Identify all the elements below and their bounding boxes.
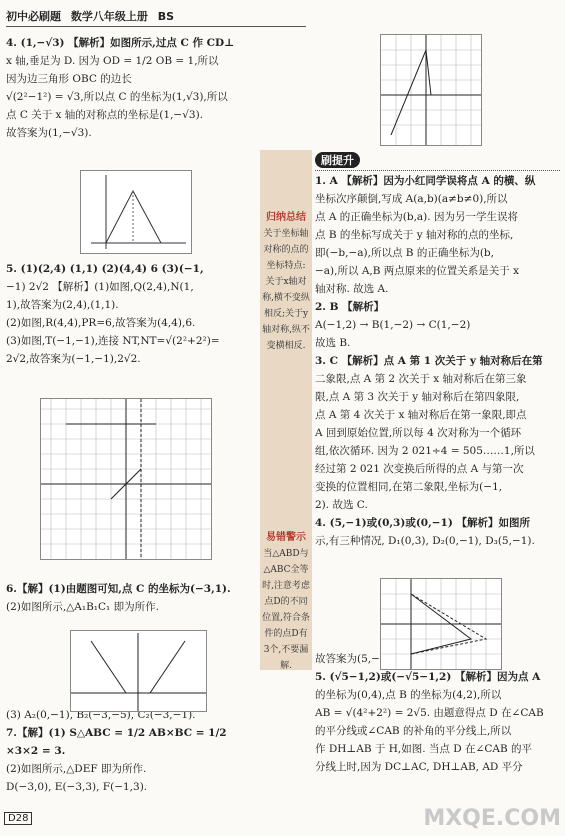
grid-figure-q5 bbox=[40, 398, 212, 560]
answer-line: 2√2,故答案为(−1,−1),2√2. bbox=[6, 353, 141, 365]
answer-line: 4. (5,−1)或(0,3)或(0,−1) 【解析】如图所 bbox=[315, 517, 530, 529]
answer-line: A 回到原始位置,所以每 4 次对称为一个循环 bbox=[315, 427, 522, 439]
grid-figure-q4 bbox=[380, 34, 482, 146]
answer-line: (2)如图,R(4,4),PR=6,故答案为(4,4),6. bbox=[6, 317, 196, 329]
section-title bbox=[315, 152, 560, 171]
answer-line: 点 B 的坐标写成关于 y 轴对称的点的坐标, bbox=[315, 229, 514, 241]
answer-line: 4. (1,−√3) 【解析】如图所示,过点 C 作 CD⊥ bbox=[6, 37, 235, 49]
answer-line: −1) 2√2 【解析】(1)如图,Q(2,4),N(1, bbox=[6, 281, 194, 293]
answer-line: A(−1,2) → B(1,−2) → C(1,−2) bbox=[315, 319, 471, 331]
right-column bbox=[315, 172, 560, 776]
answer-line: 即(−b,−a),所以点 B 的正确坐标为(b, bbox=[315, 247, 494, 259]
answer-line: (2)如图所示,△A₁B₁C₁ 即为所作. bbox=[6, 601, 159, 613]
answer-line: 点 C 关于 x 轴的对称点的坐标是(1,−√3). bbox=[6, 109, 204, 121]
answer-line: 的平分线或∠CAB 的补角的平分线上,所以 bbox=[315, 725, 512, 737]
page-number: D28 bbox=[4, 812, 32, 825]
answer-line: 因为边三角形 OBC 的边长 bbox=[6, 73, 132, 85]
book-title: 初中必刷题 bbox=[6, 10, 61, 23]
answer-line: AB = √(4²+2²) = 2√5. 由题意得点 D 在∠CAB bbox=[315, 707, 544, 719]
answer-line: 点 A 的正确坐标为(b,a). 因为另一学生误将 bbox=[315, 211, 518, 223]
answer-line: 经过第 2 021 次变换后所得的点 A 与第一次 bbox=[315, 463, 524, 475]
answer-line: 二象限,点 A 第 2 次关于 x 轴对称后在第三象 bbox=[315, 373, 527, 385]
side-note-text: 关于坐标轴对称的点的坐标特点:关于x轴对称,横不变纵相反;关于y轴对称,纵不变横相反. bbox=[262, 229, 310, 351]
answer-line: √(2²−1²) = √3,所以点 C 的坐标为(1,√3),所以 bbox=[6, 91, 228, 103]
side-note-summary bbox=[262, 210, 310, 354]
answer-line: 示,有三种情况, D₁(0,3), D₂(0,−1), D₃(5,−1). bbox=[315, 535, 535, 547]
answer-line: 1),故答案为(2,4),(1,1). bbox=[6, 299, 119, 311]
side-note-warning bbox=[262, 530, 310, 674]
answer-line: 故答案为(5,−1)或(0,3)或(0,−1). bbox=[315, 653, 474, 665]
answer-line: 坐标次序颠倒,写成 A(a,b)(a≠b≠0),所以 bbox=[315, 193, 508, 205]
answer-line: 故答案为(1,−√3). bbox=[6, 127, 92, 139]
answer-line: 1. A 【解析】因为小红同学误将点 A 的横、纵 bbox=[315, 175, 536, 187]
side-note-text: 当△ABD与△ABC全等时,注意考虑点D的不同位置,符合条件的点D有3个,不要漏解. bbox=[262, 549, 310, 671]
answer-line: x 轴,垂足为 D. 因为 OD = 1/2 OB = 1,所以 bbox=[6, 55, 219, 67]
side-note-title: 归纳总结 bbox=[266, 212, 306, 223]
page-header bbox=[6, 8, 180, 24]
side-note-title: 易错警示 bbox=[266, 532, 306, 543]
answer-line: 3. C 【解析】点 A 第 1 次关于 y 轴对称后在第 bbox=[315, 355, 543, 367]
answer-line: 限,点 A 第 3 次关于 y 轴对称后在第四象限, bbox=[315, 391, 520, 403]
edition-label: BS bbox=[157, 10, 174, 23]
grid-figure-q6 bbox=[70, 630, 207, 712]
answer-line: 轴对称. 故选 A. bbox=[315, 283, 389, 295]
answer-line: D(−3,0), E(−3,3), F(−1,3). bbox=[6, 781, 148, 793]
answer-line: (3)如图,T(−1,−1),连接 NT,NT=√(2²+2²)= bbox=[6, 335, 220, 347]
watermark-text: MXQE.COM bbox=[423, 806, 561, 831]
answer-line: 故选 B. bbox=[315, 337, 351, 349]
subject-title: 数学八年级上册 bbox=[70, 10, 148, 23]
header-rule bbox=[6, 26, 306, 27]
answer-line: 7.【解】(1) S△ABC = 1/2 AB×BC = 1/2 ×3×2 = 3. bbox=[6, 727, 227, 757]
answer-line: (2)如图所示,△DEF 即为所作. bbox=[6, 763, 147, 775]
answer-line: 6.【解】(1)由题图可知,点 C 的坐标为(−3,1). bbox=[6, 583, 231, 595]
answer-line: 作 DH⊥AB 于 H,如图. 当点 D 在∠CAB 的平 bbox=[315, 743, 532, 755]
answer-line: 变换的位置相同,在第二象限,坐标为(−1, bbox=[315, 481, 503, 493]
answer-line: 点 A 第 4 次关于 x 轴对称后在第一象限,即点 bbox=[315, 409, 527, 421]
answer-line: 的坐标为(0,4),点 B 的坐标为(4,2),所以 bbox=[315, 689, 502, 701]
answer-line: 组,依次循环. 因为 2 021÷4 = 505……1,所以 bbox=[315, 445, 535, 457]
answer-line: 2). 故选 C. bbox=[315, 499, 368, 511]
answer-line: 2. B 【解析】 bbox=[315, 301, 385, 313]
answer-line: 分线上时,因为 DC⊥AC, DH⊥AB, AD 平分 bbox=[315, 761, 523, 773]
answer-line: 5. (1)(2,4) (1,1) (2)(4,4) 6 (3)(−1, bbox=[6, 263, 204, 275]
triangle-figure bbox=[80, 170, 192, 254]
section-badge: 刷提升 bbox=[315, 152, 360, 168]
grid-figure-r4 bbox=[380, 578, 502, 670]
answer-line: 5. (√5−1,2)或(−√5−1,2) 【解析】因为点 A bbox=[315, 671, 541, 683]
answer-line: −a),所以 A,B 两点原来的位置关系是关于 x bbox=[315, 265, 520, 277]
answer-line: (3) A₂(0,−1), B₂(−3,−5), C₂(−3,−1). bbox=[6, 709, 196, 721]
